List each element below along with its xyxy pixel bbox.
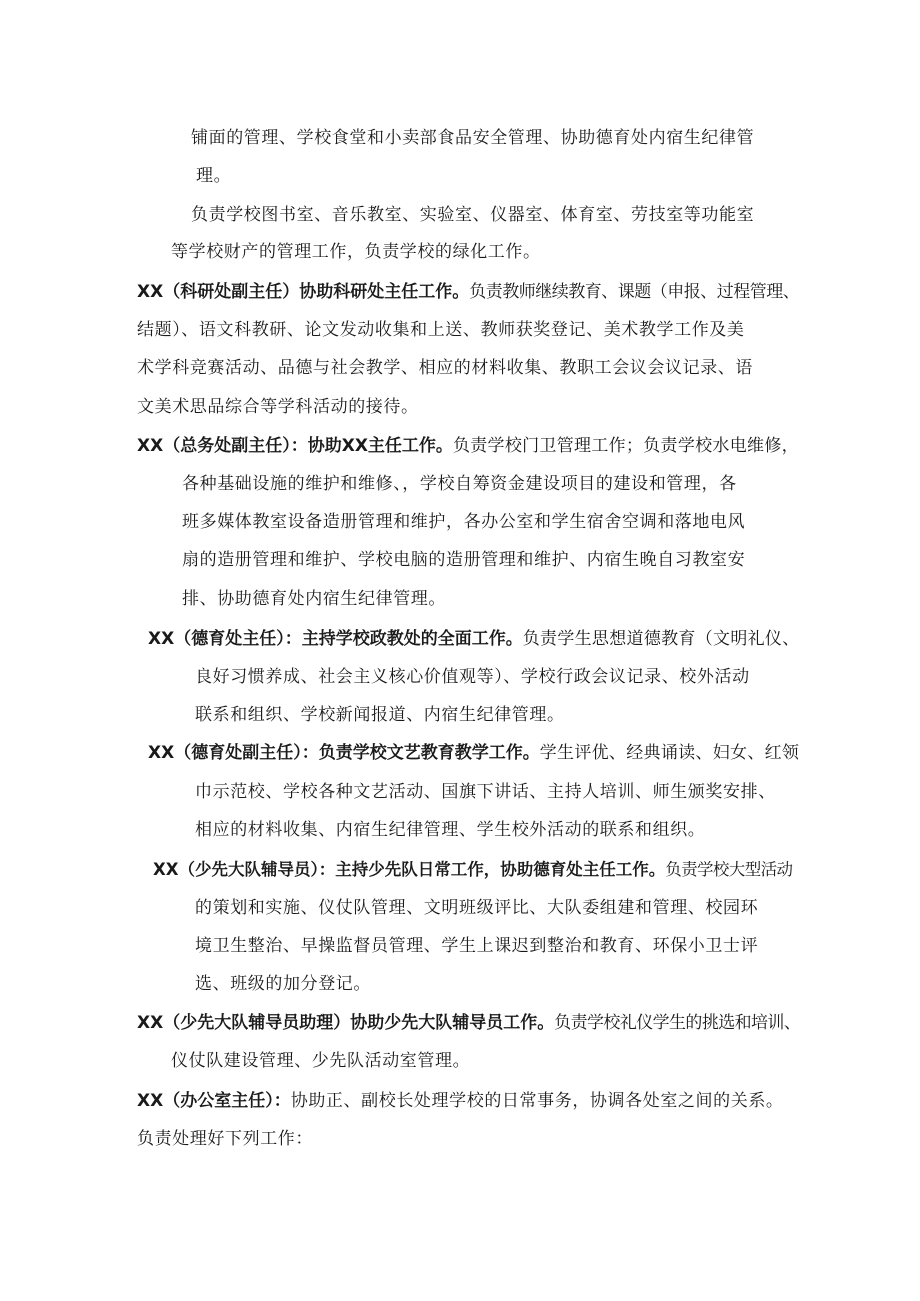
paragraph-line: 巾示范校、学校各种文艺活动、国旗下讲话、主持人培训、师生颁奖安排、 [195,782,776,802]
paragraph-line: 境卫生整治、早操监督员管理、学生上课迟到整治和教育、环保小卫士评 [195,936,759,956]
duty-heading-line [137,1011,800,1035]
duty-heading: XX（总务处副主任）：协助XX主任工作。 [137,436,453,456]
duty-text: 负责教师继续教育、课题（申报、过程管理、 [469,282,800,302]
paragraph-line: 文美术思品综合等学科活动的接待。 [137,397,419,417]
duty-heading-line [137,434,799,458]
duty-text: 学生评优、经典诵读、妇女、红领 [539,743,800,763]
duty-heading: XX（办公室主任）： [137,1091,291,1111]
paragraph-line: 铺面的管理、学校食堂和小卖部食品安全管理、协助德育处内宿生纪律管 [191,128,755,148]
paragraph-line: 扇的造册管理和维护、学校电脑的造册管理和维护、内宿生晚自习教室安 [182,550,746,570]
duty-heading-line [148,627,800,651]
duty-text: 协助正、副校长处理学校的日常事务，协调各处室之间的关系。 [290,1091,784,1111]
paragraph-line: 理。 [196,166,232,186]
paragraph-line: 术学科竞赛活动、品德与社会教学、相应的材料收集、教职工会议会议记录、语 [137,358,753,378]
paragraph-line: 联系和组织、学校新闻报道、内宿生纪律管理。 [195,705,565,725]
paragraph-line: 班多媒体教室设备造册管理和维护，各办公室和学生宿舍空调和落地电风 [182,512,746,532]
paragraph-line: 的策划和实施、仪仗队管理、文明班级评比、大队委组建和管理、校园环 [195,898,759,918]
paragraph-line: 排、协助德育处内宿生纪律管理。 [182,589,446,609]
paragraph-line: 选、班级的加分登记。 [195,974,371,994]
paragraph-line: 相应的材料收集、内宿生纪律管理、学生校外活动的联系和组织。 [195,820,706,840]
duty-heading: XX（少先大队辅导员助理）协助少先大队辅导员工作。 [137,1013,555,1033]
duty-heading: XX（德育处主任）：主持学校政教处的全面工作。 [148,629,523,649]
paragraph-line: 各种基础设施的维护和维修、，学校自筹资金建设项目的建设和管理，各 [182,474,737,494]
paragraph-line: 负责学校图书室、音乐教室、实验室、仪器室、体育室、劳技室等功能室 [191,205,755,225]
duty-heading-line [153,858,792,882]
duty-heading-line [137,1089,784,1113]
duty-heading-line [148,741,799,765]
duty-text: 负责学校大型活动 [665,860,793,879]
paragraph-line: 结题）、语文科教研、论文发动收集和上送、教师获奖登记、美术教学工作及美 [137,320,745,340]
paragraph-line: 等学校财产的管理工作，负责学校的绿化工作。 [171,242,541,262]
duty-heading: XX（科研处副主任）协助科研处主任工作。 [137,282,470,302]
duty-heading: XX（少先大队辅导员）：主持少先队日常工作，协助德育处主任工作。 [153,860,666,879]
duty-heading: XX（德育处副主任）：负责学校文艺教育教学工作。 [148,743,540,763]
duty-heading-line [137,280,799,304]
paragraph-line: 负责处理好下列工作： [137,1129,313,1149]
duty-text: 负责学生思想道德教育（文明礼仪、 [522,629,800,649]
paragraph-line: 良好习惯养成、社会主义核心价值观等）、学校行政会议记录、校外活动 [195,667,750,687]
paragraph-line: 仪仗队建设管理、少先队活动室管理。 [171,1051,471,1071]
duty-text: 负责学校门卫管理工作；负责学校水电维修， [452,436,799,456]
duty-text: 负责学校礼仪学生的挑选和培训、 [554,1013,801,1033]
